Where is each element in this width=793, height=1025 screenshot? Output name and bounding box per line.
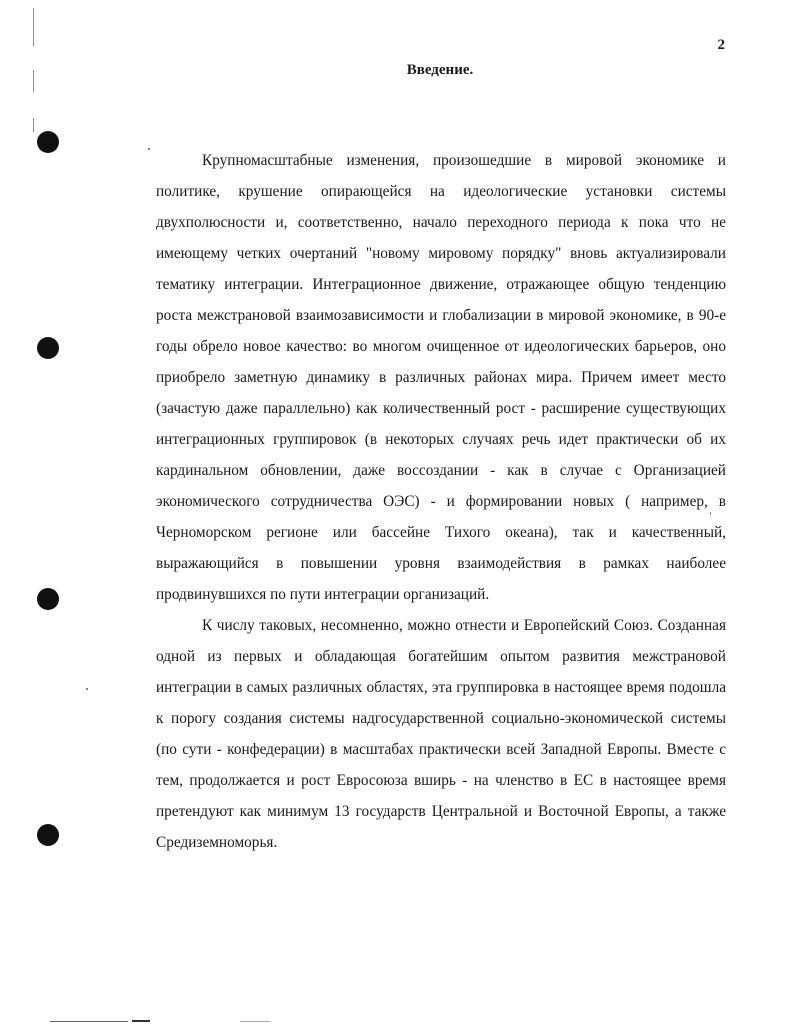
margin-line-top xyxy=(33,8,34,46)
binder-hole-2 xyxy=(37,337,59,359)
scan-bottom-edge xyxy=(240,1021,270,1022)
binder-hole-3 xyxy=(37,588,59,610)
document-body xyxy=(156,145,726,858)
page-title: Введение. xyxy=(406,62,474,78)
binder-hole-1 xyxy=(37,131,59,153)
page-number: 2 xyxy=(717,37,725,53)
paragraph-2: К числу таковых, несомненно, можно отнести и Европейский Союз. Созданная одной из первых и обладающая богатейшим опытом развития межстрановой интеграции в самых различных областях, эта группировка в настоящее время подошла к порогу создания системы надгосударственной социально-экономической системы (по сути - конфедерации) в масштабах практически всей Западной Европы. Вместе с тем, продолжается и рост Евросоюза вширь - на членство в ЕС в настоящее время претендуют как минимум 13 государств Центральной и Восточной Европы, а также Средиземноморья. xyxy=(156,617,726,851)
scan-speck xyxy=(148,148,150,150)
scan-bottom-edge xyxy=(50,1021,128,1022)
scan-bottom-edge xyxy=(132,1020,150,1022)
paragraph-1: Крупномасштабные изменения, произошедшие в мировой экономике и политике, крушение опирающейся на идеологические установки системы двухполюсности и, соответственно, начало переходного периода к пока что не имеющему четких очертаний "новому мировому порядку" вновь актуализировали тематику интеграции. Интеграционное движение, отражающее общую тенденцию роста межстрановой взаимозависимости и глобализации в мировой экономике, в 90-е годы обрело новое качество: во многом очищенное от идеологических барьеров, оно приобрело заметную динамику в различных районах мира. Причем имеет место (зачастую даже параллельно) как количественный рост - расширение существующих интеграционных группировок (в некоторых случаях речь идет практически об их кардинальном обновлении, даже воссоздании - как в случае с Организацией экономического сотрудничества ОЭС) - и формировании новых ( например, в Черноморском регионе или бассейне Тихого океана), так и качественный, выражающийся в повышении уровня взаимодействия в рамках наиболее продвинувшихся по пути интеграции организаций. xyxy=(156,152,726,603)
margin-line-lower xyxy=(33,118,34,132)
scan-speck xyxy=(86,688,88,690)
binder-hole-4 xyxy=(37,824,59,846)
